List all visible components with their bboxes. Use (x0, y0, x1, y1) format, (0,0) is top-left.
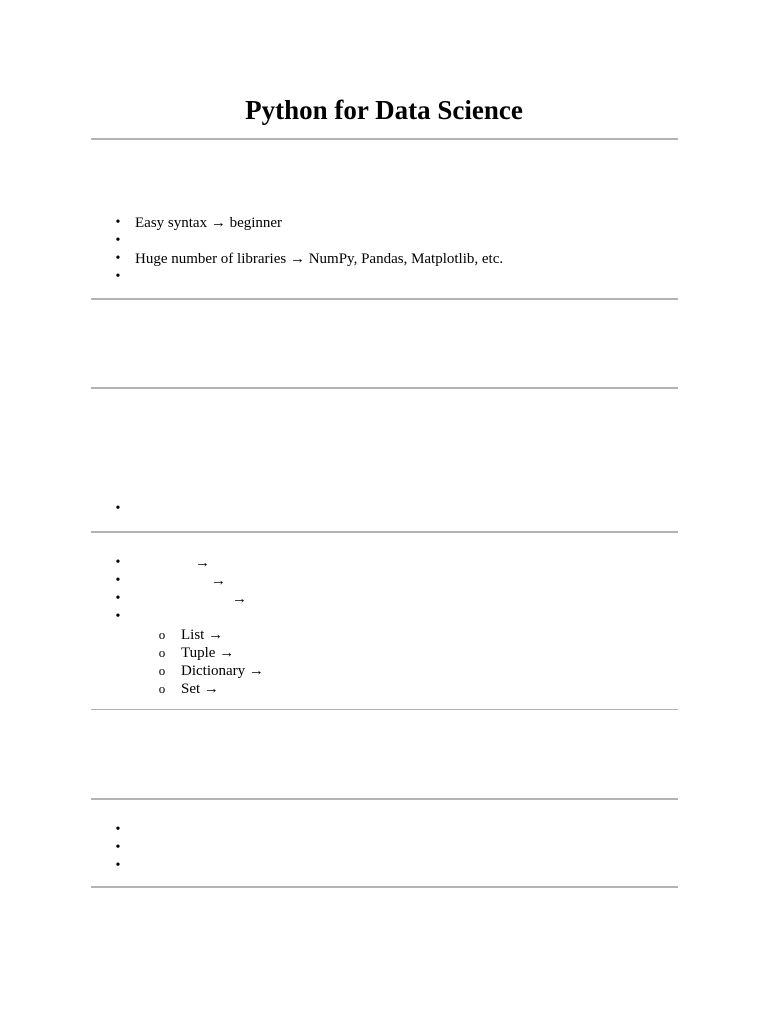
horizontal-rule (91, 709, 678, 710)
horizontal-rule (91, 798, 678, 800)
sub-list-item-text: Set → (181, 681, 219, 697)
arrow-icon: → (211, 573, 226, 589)
circle-bullet-icon: o (158, 681, 166, 696)
sub-list-item-text: List → (181, 627, 224, 643)
bullet-icon: • (115, 822, 121, 837)
circle-bullet-icon: o (158, 627, 166, 642)
circle-bullet-icon: o (158, 645, 166, 660)
horizontal-rule (91, 298, 678, 300)
circle-bullet-icon: o (158, 663, 166, 678)
arrow-icon: → (195, 555, 210, 571)
sub-list-item-text: Dictionary → (181, 663, 264, 679)
bullet-icon: • (115, 609, 121, 624)
bullet-icon: • (115, 591, 121, 606)
horizontal-rule (91, 886, 678, 888)
horizontal-rule (91, 138, 678, 140)
bullet-icon: • (115, 501, 121, 516)
bullet-icon: • (115, 858, 121, 873)
arrow-icon: → (232, 591, 247, 607)
bullet-icon: • (115, 840, 121, 855)
page-title: Python for Data Science (245, 95, 523, 125)
bullet-icon: • (115, 573, 121, 588)
bullet-icon: • (115, 555, 121, 570)
bullet-icon: • (115, 233, 121, 248)
bullet-icon: • (115, 215, 121, 230)
list-item-text: Easy syntax → beginner (135, 215, 283, 231)
horizontal-rule (91, 387, 678, 389)
list-item-text: Huge number of libraries → NumPy, Pandas, Matplotlib, etc. (135, 251, 504, 267)
sub-list-item-text: Tuple → (181, 645, 235, 661)
horizontal-rule (91, 531, 678, 533)
bullet-icon: • (115, 269, 121, 284)
bullet-icon: • (115, 251, 121, 266)
